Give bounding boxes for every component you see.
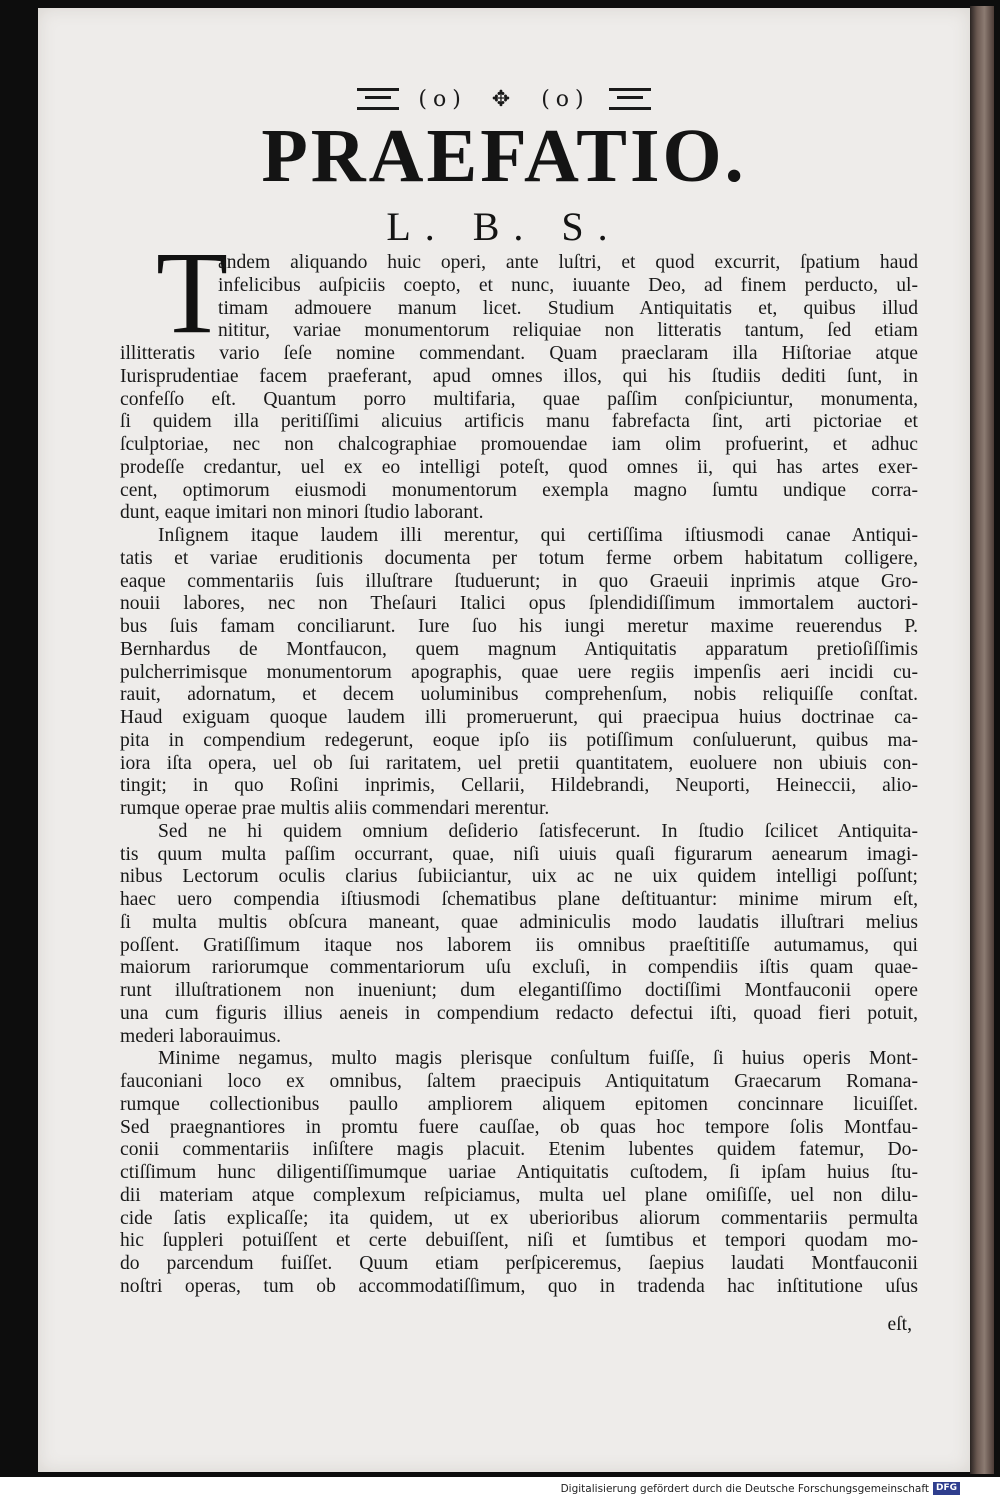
text-line: pulcherrimisque monumentorum apographis, quae uere regiis impenſis aeri incidi cu- xyxy=(120,661,918,683)
drop-cap: T xyxy=(156,227,229,358)
text-line: ctiſſimum hunc diligentiſſimumque uariae Antiquitatis cuſtodem, ſi ipſam huius ſtu- xyxy=(120,1162,918,1183)
book-cover-edge xyxy=(970,6,994,1474)
text-line: timam admouere manum licet. Studium Antiquitatis et, quibus illud xyxy=(218,297,918,319)
text-line: poſſent. Gratiſſimum itaque nos laborem iis omnibus praeſtitiſſe autumamus, qui xyxy=(120,934,918,956)
text-line: Bernhardus de Montfaucon, quem magnum Antiquitatis apparatum pretioſiſſimis xyxy=(120,638,918,660)
text-line: maiorum rariorumque commentariorum uſu excluſi, in compendiis iſtis quam quae- xyxy=(120,957,918,979)
text-line: dunt, eaque imitari non minori ſtudio laborant. xyxy=(120,502,484,524)
ornament-band-right xyxy=(609,88,651,110)
digitization-credit xyxy=(561,1482,960,1495)
text-line: haec uero compendia iſtiusmodi ſchematibus plane deſtituantur: minime mirum eſt, xyxy=(120,889,918,910)
text-line: confeſſo eſt. Quantum porro multifaria, quae paſſim conſpiciuntur, monumenta, xyxy=(120,388,918,410)
text-line: Sed praegnantiores in promtu fuere cauſſae, ob quas hoc tempore ſolis Montfau- xyxy=(120,1116,918,1138)
text-line: pita in compendium redegerunt, eoque ipſo iis potiſſimum conſuluerunt, quibus ma- xyxy=(120,729,918,751)
text-line: conii commentariis inſiſtere magis placuit. Etenim lubentes quidem fatemur, Do- xyxy=(120,1139,918,1161)
text-line: nouii labores, nec non Theſauri Italici opus ſplendidiſſimum immortalem auctori- xyxy=(120,593,918,615)
text-line: prodeſſe credantur, uel ex eo intelligi poteſt, quod omnes ii, qui has artes exer- xyxy=(120,456,918,478)
text-line: dii materiam atque complexum reſpiciamus, multa uel plane omiſiſſe, uel non dilu- xyxy=(120,1184,918,1206)
ornament-paren-left: (o) xyxy=(418,86,467,112)
book-page xyxy=(38,8,970,1472)
text-line: Inſignem itaque laudem illi merentur, qui certiſſima iſtiusmodi canae Antiqui- xyxy=(158,525,918,546)
text-line: rauit, adornatum, et decem uoluminibus comprehenſum, nobis reliquiſſe conſtat. xyxy=(120,684,918,706)
credit-text: Digitalisierung gefördert durch die Deutsche Forschungsgemeinschaft xyxy=(560,1482,929,1495)
page-title: PRAEFATIO. xyxy=(261,114,747,198)
text-line: nibus Lectorum oculis clarius ſubiiciantur, uix ac ne uix quidem intelligi poſſunt; xyxy=(120,866,918,888)
text-line: rumque operae prae multis aliis commendari merentur. xyxy=(120,798,550,819)
header-ornament xyxy=(38,86,970,112)
text-line: andem aliquando huic operi, ante luſtri, et quod excurrit, ſpatium haud xyxy=(218,252,918,273)
text-line: noſtri operas, tum ob accommodatiſſimum, quo in tradenda hac inſtitutione uſus xyxy=(120,1275,918,1297)
text-line: eaque commentariis ſuis illuſtrare ſtuduerunt; in quo Graeuii inprimis atque Gro- xyxy=(120,570,918,592)
text-line: ſi multa multis obſcura maneant, quae adminiculis modo laudatis illuſtrari melius xyxy=(120,911,918,933)
text-line: infelicibus auſpiciis coepto, et nunc, iuuante Deo, ad finem perducto, ul- xyxy=(218,274,918,296)
text-line: runt illuſtrationem non inueniunt; dum elegantiſſimo doctiſſimi Montfauconii opere xyxy=(120,980,918,1001)
page-subtitle: L. B. S. xyxy=(386,204,622,249)
text-line: iora iſta opera, uel ob ſui raritatem, uel pretii quantitatem, euoluere non ubiuis con- xyxy=(120,752,918,774)
text-line: cide ſatis explicaſſe; ita quidem, ut ex uberioribus aliorum commentariis permulta xyxy=(120,1207,918,1229)
text-line: fauconiani loco ex omnibus, ſaltem praecipuis Antiquitatum Graecarum Romana- xyxy=(120,1071,918,1092)
text-line: illitteratis vario ſeſe nomine commendant. Quam praeclaram illa Hiſtoriae atque xyxy=(120,343,918,364)
text-line: do parcendum fuiſſet. Quum etiam perſpiceremus, ſaepius laudati Montfauconii xyxy=(120,1253,918,1274)
catchword: eſt, xyxy=(887,1314,912,1335)
text-line: tis quum multa paſſim occurrant, quae, niſi uiuis quaſi figurarum aenearum imagi- xyxy=(120,843,918,865)
text-line: mederi laborauimus. xyxy=(120,1025,282,1047)
ornament-band-left xyxy=(357,88,399,110)
text-line: tingit; in quo Roſini inprimis, Cellarii, Hildebrandi, Neuporti, Heineccii, alio- xyxy=(120,775,918,797)
ornament-paren-right: (o) xyxy=(541,86,590,112)
text-line: Haud exiguam quoque laudem illi promeruerunt, qui praecipua huius doctrinae ca- xyxy=(120,707,918,728)
text-line: hic ſuppleri potuiſſent et certe debuiſſent, niſi et ſumtibus et tempori quodam mo- xyxy=(120,1230,918,1252)
text-line: nititur, variae monumentorum reliquiae non litteratis tantum, ſed etiam xyxy=(218,320,918,342)
text-line: bus ſuis famam conciliarunt. Iure ſuo his iungi meretur maxime reuerendus P. xyxy=(120,616,918,637)
text-line: ſi quidem illa peritiſſimi alicuius artificis manu fabrefacta ſint, arti pictoriae et xyxy=(120,411,918,433)
text-line: Iurisprudentiae facem praeferant, apud omnes illos, qui his ſtudiis dediti ſunt, in xyxy=(120,365,918,387)
text-line: ſculptoriae, nec non chalcographiae promouendae iam olim profuerint, et adhuc xyxy=(120,434,918,455)
text-line: Minime negamus, multo magis plerisque conſultum fuiſſe, ſi huius operis Mont- xyxy=(158,1048,918,1070)
ornament-fleuron-icon: ✥ xyxy=(491,86,517,112)
text-line: rumque collectionibus paullo ampliorem aliquem epitomen concinnare licuiſſet. xyxy=(120,1093,918,1115)
text-line: Sed ne hi quidem omnium deſiderio ſatisfecerunt. In ſtudio ſcilicet Antiquita- xyxy=(158,820,918,842)
text-line: cent, optimorum eiusmodi monumentorum exempla magno ſumtu undique corra- xyxy=(120,479,918,501)
text-line: tatis et variae eruditionis documenta per totum ferme orbem habitatum colligere, xyxy=(120,547,918,569)
text-line: una cum figuris illius aeneis in compendium redacto defectui iſti, quoad fieri potuit, xyxy=(120,1002,918,1024)
dfg-logo-icon: DFG xyxy=(933,1482,960,1495)
